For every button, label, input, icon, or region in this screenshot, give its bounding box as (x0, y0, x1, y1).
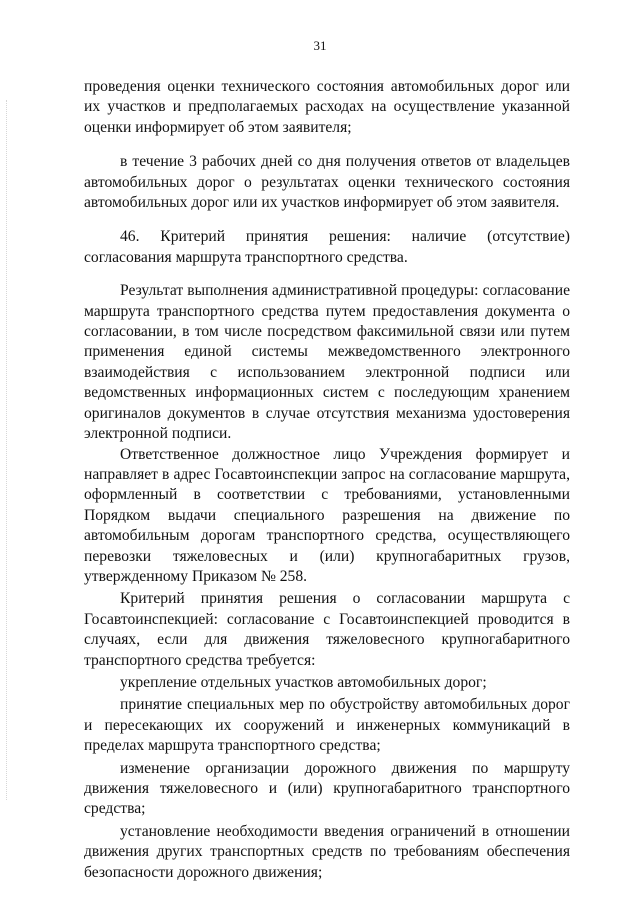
list-item-reinforcement: укрепление отдельных участков автомобильных дорог; (120, 673, 487, 691)
paragraph-criterion-46: 46. Критерий принятия решения: наличие (отсутствие) согласования маршрута транспортного средства. (84, 228, 570, 266)
list-item-traffic-organization: изменение организации дорожного движения по маршруту движения тяжеловесного и (или) крупногабаритного транспортного средства; (84, 759, 570, 818)
paragraph-approval-criterion: Критерий принятия решения о согласовании маршрута с Госавтоинспекцией: согласование с Госавтоинспекцией проводится в случаях, если для движения тяжеловесного крупногабаритного транспортного средства требуется: (84, 590, 570, 669)
list-item-special-measures: принятие специальных мер по обустройству автомобильных дорог и пересекающих их сооружений и инженерных коммуникаций в пределах маршрута транспортного средства; (84, 696, 570, 755)
document-body (84, 77, 570, 883)
paragraph-result: Результат выполнения административной процедуры: согласование маршрута транспортного средства путем предоставления документа о согласовании, в том числе посредством факсимильной связи или путем применения единой системы межведомственного электронного взаимодействия с использованием электронной подписи или ведомственных информационных систем с последующим хранением оригиналов документов в случае отсутствия механизма удостоверения электронной подписи. (84, 282, 570, 443)
paragraph-deadline: в течение 3 рабочих дней со дня получения ответов от владельцев автомобильных дорог о результатах оценки технического состояния автомобильных дорог или их участков информирует об этом заявителя. (84, 153, 570, 212)
scan-margin-artifact (6, 100, 7, 800)
page-number: 31 (313, 38, 327, 53)
paragraph-responsible-official: Ответственное должностное лицо Учреждения формирует и направляет в адрес Госавтоинспекции запрос на согласование маршрута, оформленный в соответствии с требованиями, установленными Порядком выдачи специального разрешения на движение по автомобильным дорогам транспортного средства, осуществляющего перевозки тяжеловесных и (или) крупногабаритных грузов, утвержденному Приказом № 258. (84, 445, 570, 585)
list-item-restrictions: установление необходимости введения ограничений в отношении движения других транспортных средств по требованиям обеспечения безопасности дорожного движения; (84, 822, 570, 881)
paragraph-continuation: проведения оценки технического состояния автомобильных дорог или их участков и предполагаемых расходах на осуществление указанной оценки информирует об этом заявителя; (84, 78, 570, 136)
